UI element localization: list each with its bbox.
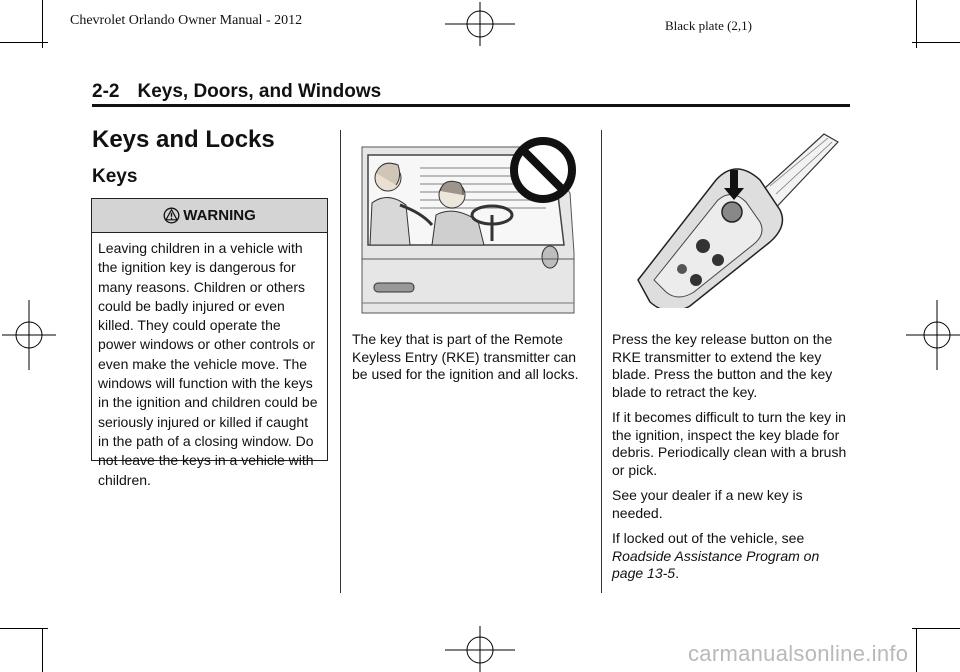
registration-mark-bottom [445, 626, 515, 672]
page-header-left: Chevrolet Orlando Owner Manual - 2012 [70, 13, 303, 28]
locked-out-suffix: . [675, 565, 679, 581]
column-separator-2 [601, 130, 602, 593]
crop-mark-tr-v [916, 0, 917, 48]
column-separator-1 [340, 130, 341, 593]
warning-text: Leaving children in a vehicle with the ignition key is dangerous for many reasons. Children or others could be badly injured or even killed. They could operate the power windows or other controls or even make the vehicle move. The windows will function with the keys in the ignition and children could be seriously injured or killed if caught in the path of a closing window. Do not leave the keys in a vehicle with children. [98, 240, 318, 488]
right-column-text [612, 331, 848, 591]
crop-mark-tl-h [0, 42, 48, 43]
locked-out-prefix: If locked out of the vehicle, see [612, 530, 805, 546]
page-heading: Keys and Locks [92, 126, 275, 153]
key-cleaning-paragraph: If it becomes difficult to turn the key in the ignition, inspect the key blade for debris. Periodically clean with a brush or pick. [612, 409, 847, 478]
locked-out-paragraph [612, 530, 848, 583]
crop-mark-br-h [912, 628, 960, 629]
page-header-right: Black plate (2,1) [665, 18, 752, 33]
registration-mark-right [906, 300, 960, 370]
crop-mark-br-v [916, 628, 917, 672]
section-title [92, 81, 381, 103]
warning-header [92, 199, 327, 233]
section-name: Keys, Doors, and Windows [137, 81, 382, 102]
warning-label: WARNING [183, 207, 256, 224]
crop-mark-tr-h [912, 42, 960, 43]
crop-mark-bl-h [0, 628, 48, 629]
registration-mark-top [445, 2, 515, 46]
crop-mark-bl-v [42, 628, 43, 672]
rke-key-paragraph: The key that is part of the Remote Keyless Entry (RKE) transmitter can be used for the ignition and all locks. [352, 331, 579, 382]
registration-mark-left [2, 300, 56, 370]
children-in-vehicle-illustration [360, 133, 582, 315]
rke-key-fob-illustration [620, 130, 842, 308]
page-subheading: Keys [92, 166, 138, 187]
release-button-paragraph: Press the key release button on the RKE transmitter to extend the key blade. Press the button and the key blade to retract the key. [612, 331, 833, 400]
warning-box [91, 198, 328, 488]
section-rule [92, 104, 850, 107]
crop-mark-tl-v [42, 0, 43, 48]
middle-column-text [352, 331, 588, 392]
roadside-assistance-link[interactable]: Roadside Assistance Program on page 13-5 [612, 547, 820, 581]
warning-icon [163, 207, 180, 224]
watermark: carmanualsonline.info [688, 641, 909, 666]
new-key-paragraph: See your dealer if a new key is needed. [612, 487, 803, 521]
section-number: 2-2 [92, 81, 120, 102]
